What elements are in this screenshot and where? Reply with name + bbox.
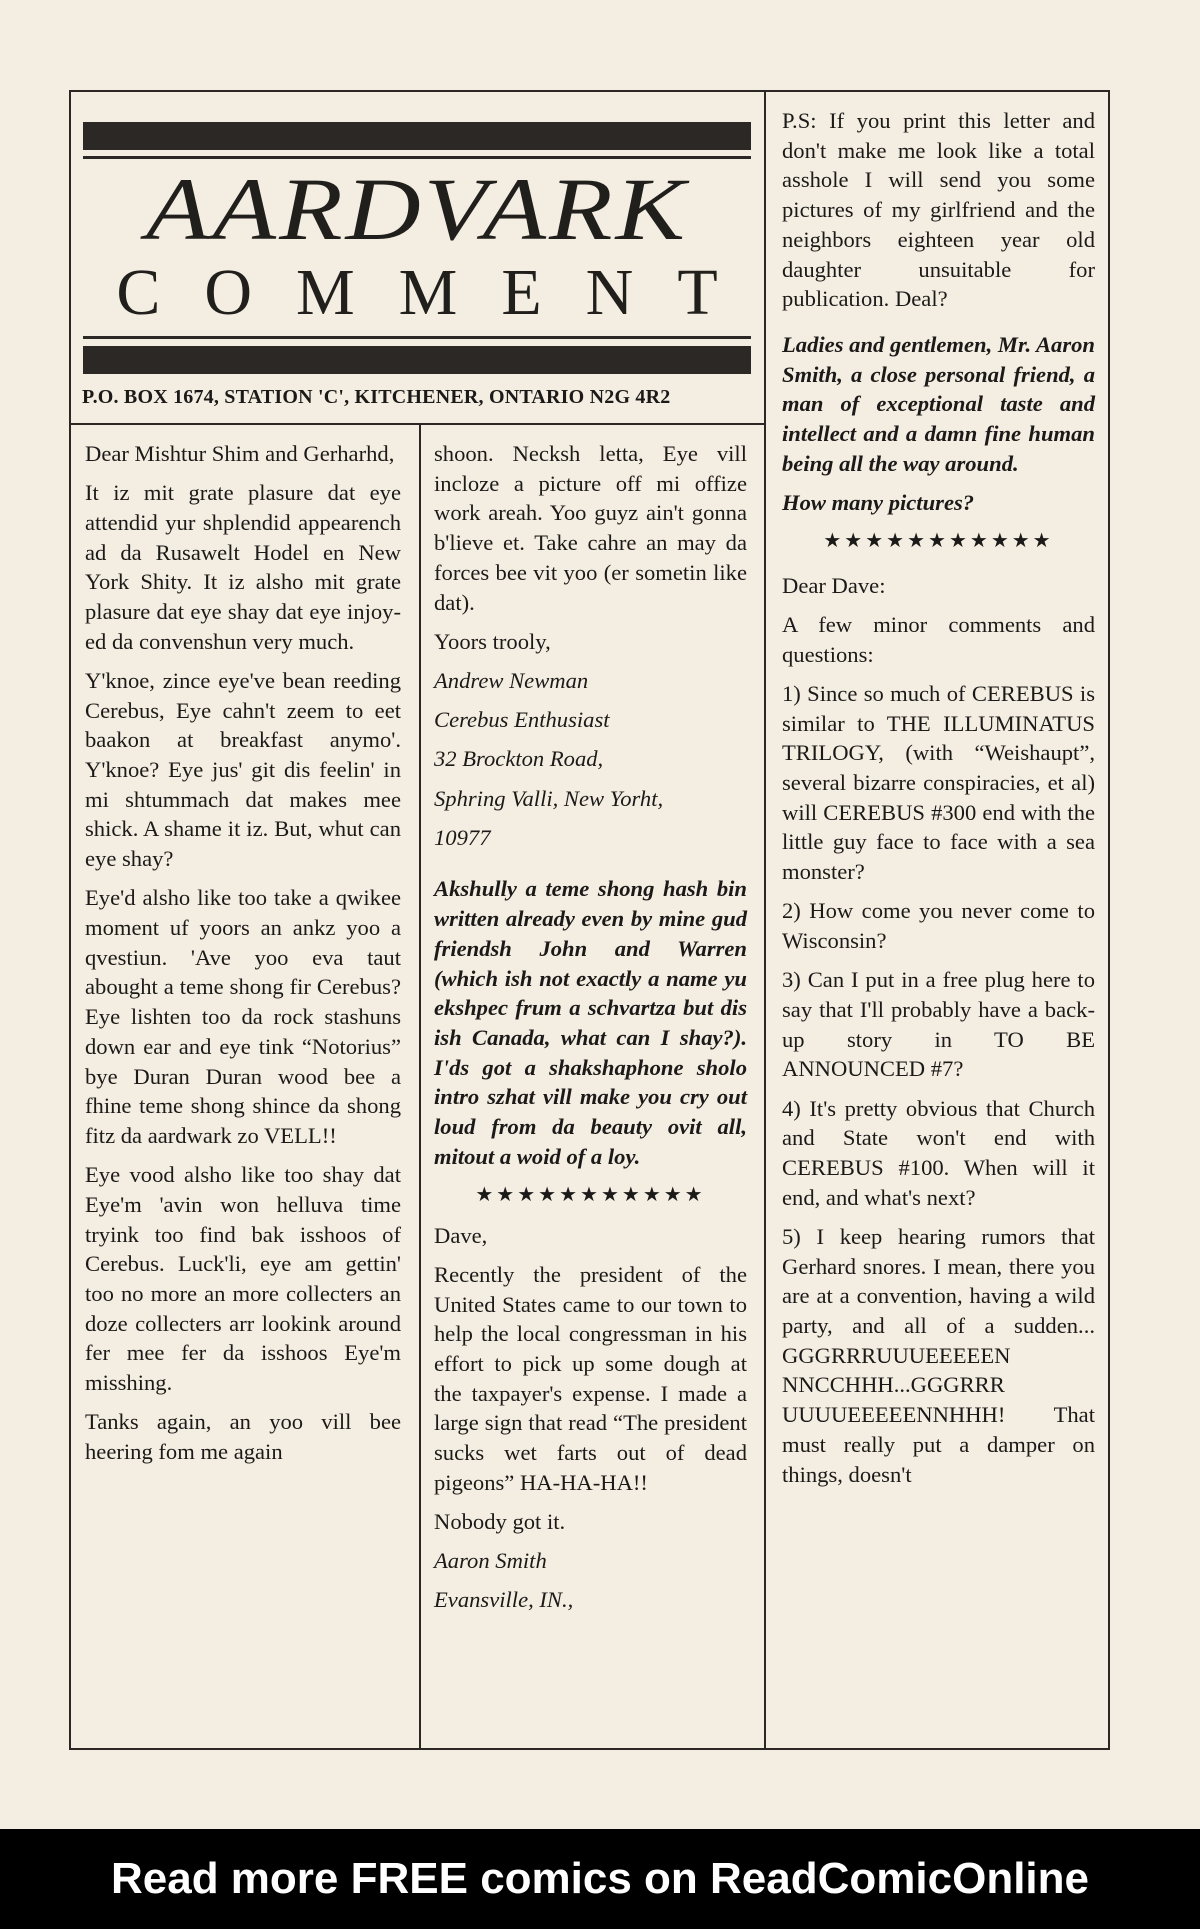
- letter-column-3: [782, 106, 1095, 1499]
- letter-paragraph: 3) Can I put in a free plug here to say that I'll probably have a back-up story in TO BE ANNOUNCED #7?: [782, 967, 1095, 1082]
- letter-paragraph: Eye vood alsho like too shay dat Eye'm 'avin won helluva time tryink too find bak isshoos of Cerebus. Luck'li, eye am gettin' too no more an more collecters an doze collecters arr lookink around fer mee fer da isshoos Eye'm misshing.: [85, 1162, 401, 1396]
- letter-paragraph: Eye'd alsho like too take a qwikee moment uf yoors an ankz yoo a qvestiun. 'Ave yoo eva taut abought a teme shong fir Cerebus? Eye lishten too da rock stashuns down ear and eye tink “Notorius” bye Duran Duran wood bee a fhine teme shong shince da shong fitz da aardwark zo VELL!!: [85, 885, 401, 1148]
- mailing-address: P.O. BOX 1674, STATION 'C', KITCHENER, ONTARIO N2G 4R2: [82, 386, 671, 408]
- letter-column-2: [434, 439, 747, 1625]
- column-divider-right: [764, 90, 766, 1750]
- masthead-bar-top: [83, 122, 751, 150]
- letter-paragraph: 4) It's pretty obvious that Church and State won't end with CEREBUS #100. When will it end, and what's next?: [782, 1095, 1095, 1210]
- letter-paragraph: P.S: If you print this letter and don't make me look like a total asshole I will send you some pictures of my girlfriend and the neighbors eighteen year old daughter unsuitable for publication. Deal?: [782, 108, 1095, 312]
- star-divider: ★★★★★★★★★★★: [475, 1183, 706, 1206]
- signature-line: Sphring Valli, New Yorht,: [434, 785, 664, 811]
- signature-line: 32 Brockton Road,: [434, 746, 604, 772]
- letter-paragraph: 5) I keep hearing rumors that Gerhard snores. I mean, there you are at a convention, having a wild party, and all of a sudden... GGGRRRUUUEEEEEN NNCCHHH...GGGRRR UUUUEEEEENNHHH! That must really put a damper on things, doesn't: [782, 1223, 1095, 1487]
- letter-paragraph: shoon. Necksh letta, Eye vill incloze a picture off mi offize work areah. Yoo guyz ain't gonna b'lieve et. Take cahre an may da forces bee vit yoo (er sometin like dat).: [434, 441, 747, 615]
- letter-paragraph: Tanks again, an yoo vill bee heering fom me again: [85, 1409, 401, 1464]
- letter-paragraph: Dear Mishtur Shim and Gerharhd,: [85, 441, 395, 466]
- editor-reply: Akshully a teme shong hash bin written already even by mine gud friendsh John and Warren (which ish not exactly a name yu ekshpec frum a schvartza but dis ish Canada, what can I shay?). I'ds got a shakshaphone sholo intro szhat vill make you cry out loud from da beauty ovit all, mitout a woid of a loy.: [434, 876, 747, 1169]
- letter-paragraph: 2) How come you never come to Wisconsin?: [782, 898, 1095, 954]
- letter-paragraph: Recently the president of the United States came to our town to help the local congressman in his effort to pick up some dough at the taxpayer's expense. I made a large sign that read “The president sucks wet farts out of dead pigeons” HA-HA-HA!!: [434, 1261, 747, 1495]
- letter-paragraph: A few minor comments and questions:: [782, 612, 1095, 667]
- promo-banner[interactable]: Read more FREE comics on ReadComicOnline: [0, 1829, 1200, 1929]
- signature-line: Evansville, IN.,: [434, 1587, 574, 1613]
- letter-paragraph: Yoors trooly,: [434, 628, 551, 654]
- masthead-bar-bottom: [83, 346, 751, 374]
- letter-column-1: [85, 439, 401, 1476]
- masthead-subtitle: COMMENT: [116, 256, 762, 329]
- letter-signature: [434, 666, 747, 853]
- letter-paragraph: Dear Dave:: [782, 572, 886, 598]
- editor-reply: How many pictures?: [782, 489, 975, 515]
- letter-paragraph: 1) Since so much of CEREBUS is similar to THE ILLUMINATUS TRILOGY, (with “Weishaupt”, several bizarre conspiracies, et al) will CEREBUS #300 end with the little guy face to face with a sea monster?: [782, 680, 1095, 885]
- letter-paragraph: Y'knoe, zince eye've bean reeding Cerebus, Eye cahn't zeem to eet baakon at breakfast anymo'. Y'knoe? Eye jus' git dis feelin' in mi shtummach dat makes mee shick. A shame it iz. But, whut can eye shay?: [85, 667, 401, 872]
- masthead-bottom-rule: [69, 423, 765, 425]
- letter-paragraph: Nobody got it.: [434, 1509, 566, 1534]
- star-divider: ★★★★★★★★★★★: [823, 530, 1054, 553]
- signature-line: 10977: [434, 824, 491, 850]
- signature-line: Andrew Newman: [434, 667, 589, 693]
- masthead-title: AARDVARK: [146, 160, 688, 260]
- signature-line: Aaron Smith: [434, 1548, 547, 1574]
- letter-paragraph: Dave,: [434, 1222, 488, 1248]
- masthead-line-bottom: [83, 336, 751, 339]
- masthead-line-top: [83, 156, 751, 159]
- editor-reply: Ladies and gentlemen, Mr. Aaron Smith, a close personal friend, a man of exceptional taste and intellect and a damn fine human being all the way around.: [782, 331, 1096, 476]
- column-divider-middle: [419, 423, 421, 1750]
- letter-paragraph: It iz mit grate plasure dat eye attendid yur shplendid appearench ad da Rusawelt Hodel en New York Shity. It iz alsho mit grate plasure dat eye shay dat eye injoy-ed da convenshun very much.: [85, 480, 401, 654]
- signature-line: Cerebus Enthusiast: [434, 707, 610, 733]
